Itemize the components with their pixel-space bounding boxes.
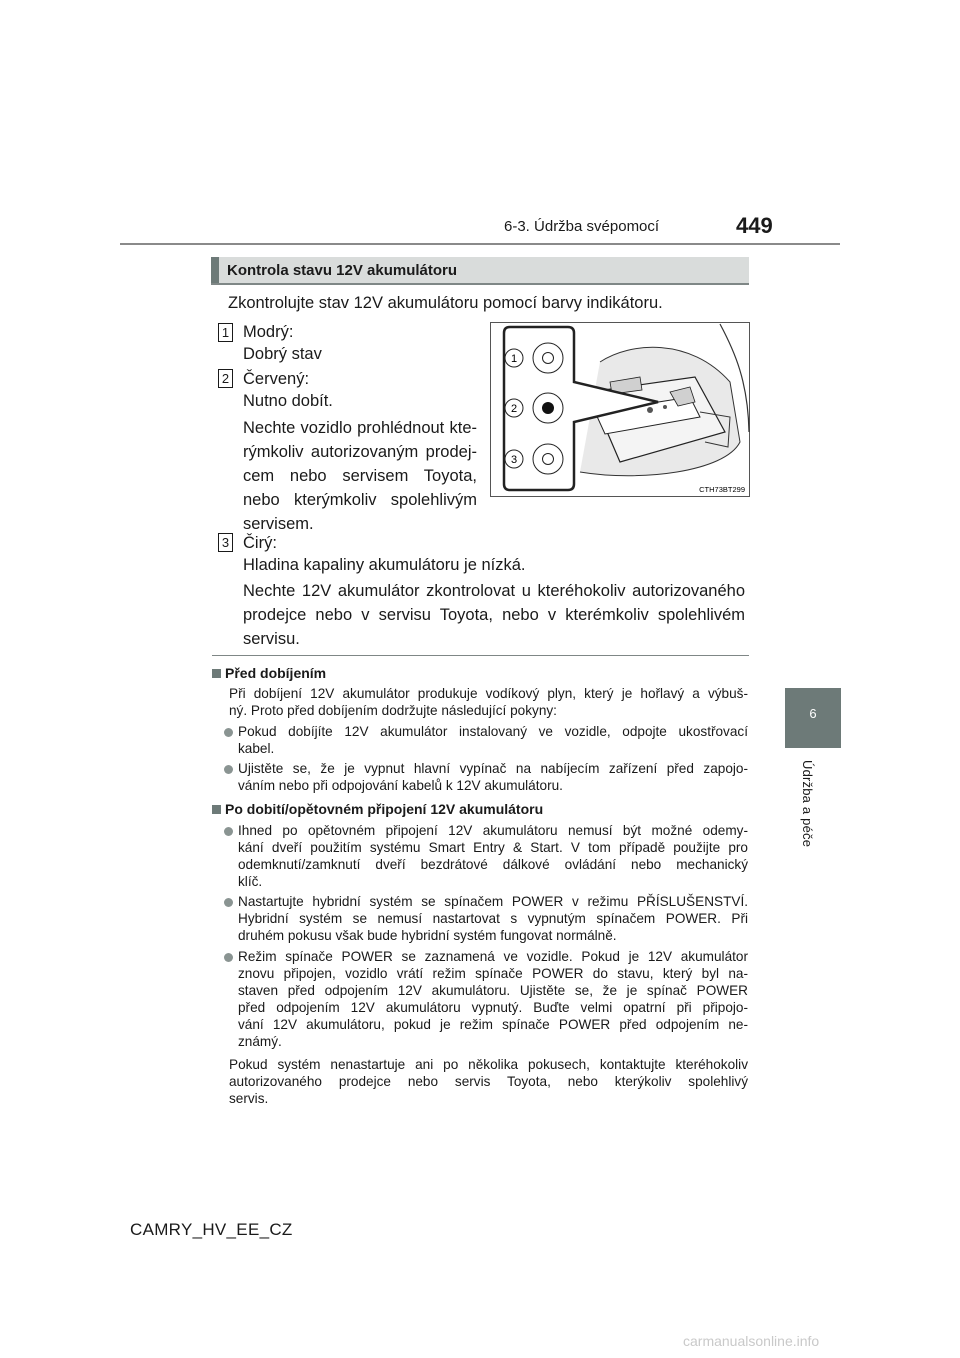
section-heading-bar	[211, 257, 219, 283]
item-2-title: Červený:	[243, 370, 310, 388]
square-bullet-icon	[212, 805, 221, 814]
page-number: 449	[736, 213, 773, 238]
figure-callout-1: 1	[510, 353, 518, 365]
note-heading-after-reconnect: Po dobití/opětovném připojení 12V akumulátoru	[225, 801, 544, 817]
model-code: CAMRY_HV_EE_CZ	[130, 1220, 293, 1239]
note-before-charging-text: Při dobíjení 12V akumulátor produkuje vodíkový plyn, který je hořlavý a výbuš- ný. Proto před dobíjením dodržujte následující pokyny:	[229, 686, 748, 718]
note-heading-before-charging: Před dobíjením	[225, 665, 327, 681]
bullet-dot-icon	[224, 953, 233, 962]
bullet-dot-icon	[224, 765, 233, 774]
note-bullet-5: Režim spínače POWER se zaznamená ve vozidle. Pokud je 12V akumulátor znovu připojen, vozidlo vrátí režim spínače POWER do stavu, který byl na- staven před odpojením 12V akumulátoru. Ujistěte se, že je spínač POWER před odpojením 12V akumulátoru vypnutý. Buďte velmi opatrní při připojo- vání 12V akumulátoru, pokud je režim spínače POWER před odpojením ne- známý.	[238, 949, 748, 1049]
item-1-desc: Dobrý stav	[243, 345, 322, 363]
watermark: carmanualsonline.info	[683, 1333, 820, 1349]
figure-code: CTH73BT299	[699, 485, 745, 494]
section-divider	[212, 655, 749, 656]
item-2-note: Nechte vozidlo prohlédnout kte- rýmkoliv autorizovaným prodej- cem nebo servisem Toyota, nebo kterýmkoliv spolehlivým servisem.	[243, 419, 477, 533]
item-number-2: 2	[218, 369, 233, 388]
item-number-1: 1	[218, 323, 233, 342]
note-bullet-3: Ihned po opětovném připojení 12V akumulátoru nemusí být možné odemy- kání dveří použitím systému Smart Entry & Start. V tom případě použijte pro odemknutí/zamknutí dveří bezdrátové dálkové ovládání nebo mechanický klíč.	[238, 823, 748, 889]
battery-illustration	[490, 322, 750, 497]
section-heading-text: Kontrola stavu 12V akumulátoru	[227, 262, 458, 279]
bullet-dot-icon	[224, 728, 233, 737]
battery-indicator-figure	[490, 322, 750, 497]
chapter-number: 6	[809, 706, 817, 721]
note-bullet-1: Pokud dobíjíte 12V akumulátor instalovaný ve vozidle, odpojte ukostřovací kabel.	[238, 724, 748, 756]
item-3-note: Nechte 12V akumulátor zkontrolovat u kteréhokoliv autorizovaného prodejce nebo v servisu Toyota, nebo v kterémkoliv spolehlivém servisu.	[243, 582, 745, 648]
chapter-tab[interactable]	[785, 688, 841, 748]
item-2-desc: Nutno dobít.	[243, 392, 333, 410]
note-closing-text: Pokud systém nenastartuje ani po několika pokusech, kontaktujte kteréhokoliv autorizovaného prodejce nebo servis Toyota, nebo kterýkoliv spolehlivý servis.	[229, 1057, 748, 1106]
figure-callout-3: 3	[510, 454, 518, 466]
intro-text: Zkontrolujte stav 12V akumulátoru pomocí barvy indikátoru.	[228, 294, 663, 312]
note-bullet-4: Nastartujte hybridní systém se spínačem POWER v režimu PŘÍSLUŠENSTVÍ. Hybridní systém se nemusí nastartovat s vypnutým spínačem POWER. Při druhém pokusu však bude hybridní systém fungovat normálně.	[238, 894, 748, 943]
item-3-title: Čirý:	[243, 534, 277, 552]
item-number-3: 3	[218, 533, 233, 552]
item-1-title: Modrý:	[243, 323, 294, 341]
header-rule	[120, 243, 840, 245]
bullet-dot-icon	[224, 898, 233, 907]
figure-callout-2: 2	[510, 403, 518, 415]
note-bullet-2: Ujistěte se, že je vypnut hlavní vypínač na nabíjecím zařízení před zapojo- váním nebo při odpojování kabelů k 12V akumulátoru.	[238, 761, 748, 793]
running-header-title: 6-3. Údržba svépomocí	[504, 218, 660, 235]
section-heading	[211, 257, 749, 285]
chapter-label: Údržba a péče	[800, 760, 815, 848]
square-bullet-icon	[212, 669, 221, 678]
item-3-desc: Hladina kapaliny akumulátoru je nízká.	[243, 556, 526, 574]
bullet-dot-icon	[224, 827, 233, 836]
